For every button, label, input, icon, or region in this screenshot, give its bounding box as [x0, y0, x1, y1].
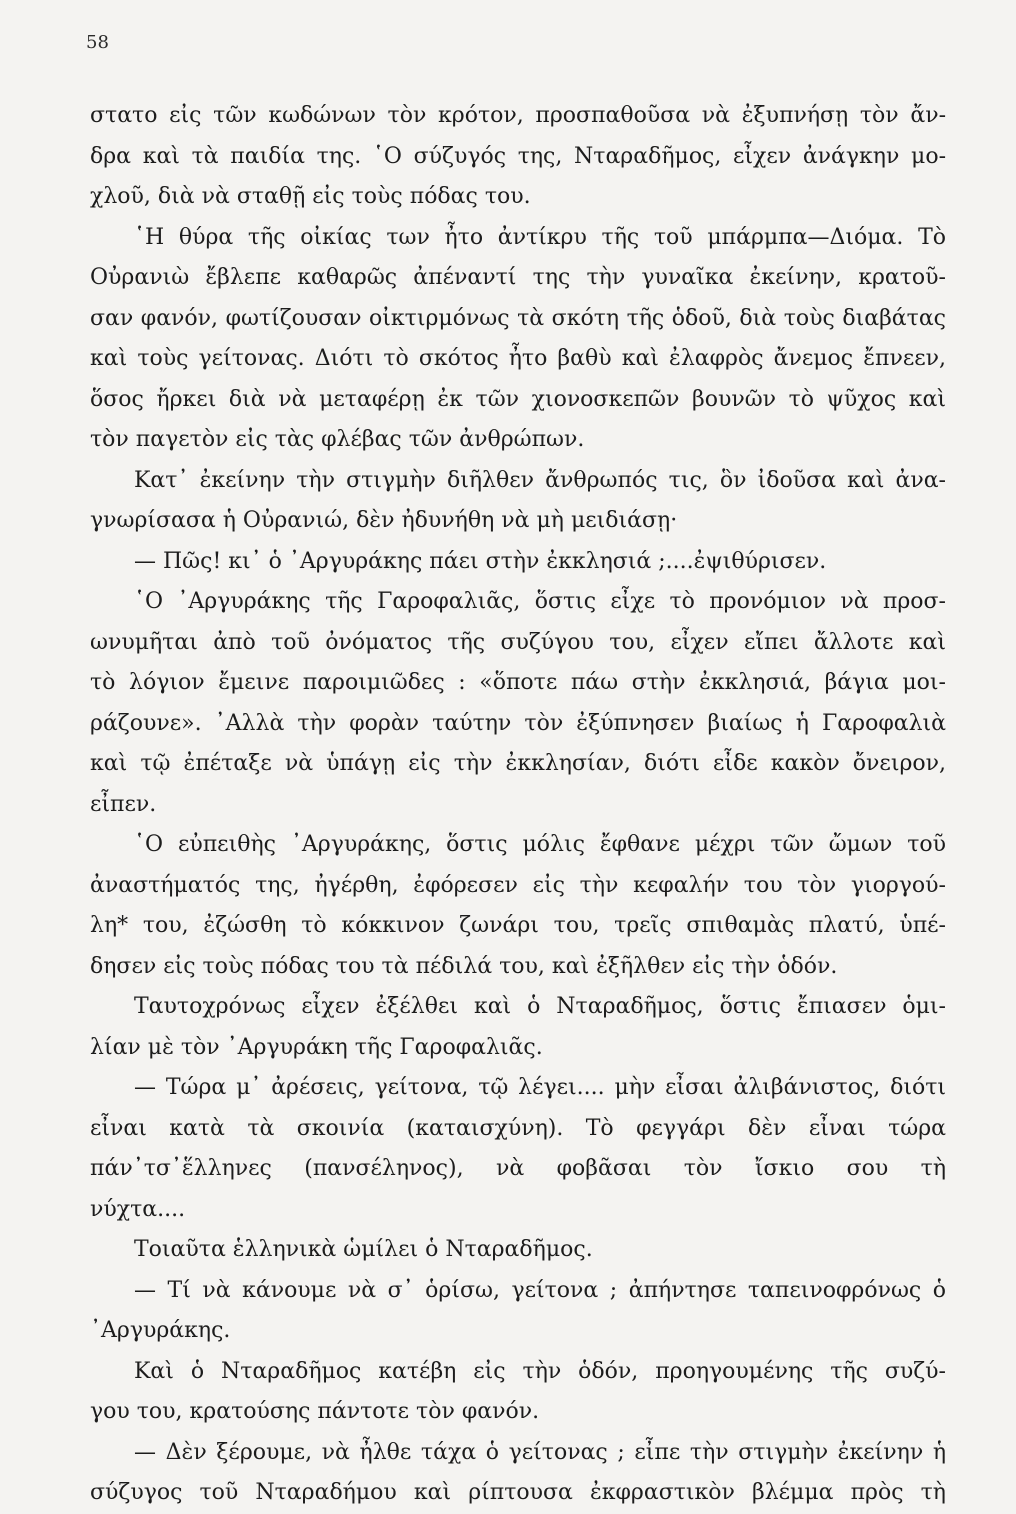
text-line: καὶ τοὺς γείτονας. Διότι τὸ σκότος ἦτο βαθὺ καὶ ἐλαφρὸς ἄνεμος ἔπνεεν,: [90, 346, 946, 371]
text-line: καὶ τῷ ἐπέταξε νὰ ὑπάγῃ εἰς τὴν ἐκκλησίαν, διότι εἶδε κακὸν ὄνειρον,: [90, 751, 946, 776]
text-line: εἶπεν.: [90, 791, 157, 817]
text-line: τὸν παγετὸν εἰς τὰς φλέβας τῶν ἀνθρώπων.: [90, 427, 585, 452]
text-line: ἀναστήματός της, ἠγέρθη, ἐφόρεσεν εἰς τὴν κεφαλήν του τὸν γιοργού-: [90, 872, 946, 898]
text-line: ᾽Αργυράκης.: [90, 1318, 231, 1343]
text-line: εἶναι κατὰ τὰ σκοινία (καταισχύνη). Τὸ φεγγάρι δὲν εἶναι τώρα: [90, 1115, 946, 1141]
text-line: χλοῦ, διὰ νὰ σταθῇ εἰς τοὺς πόδας του.: [90, 184, 531, 209]
text-line: πάν᾽τσ᾽ἕλληνες (πανσέληνος), νὰ φοβᾶσαι τὸν ἴσκιο σου τὴ: [90, 1156, 946, 1181]
text-line: — Τί νὰ κάνουμε νὰ σ᾽ ὁρίσω, γείτονα ; ἀπήντησε ταπεινοφρόνως ὁ: [134, 1277, 946, 1303]
text-line: σύζυγος τοῦ Νταραδήμου καὶ ρίπτουσα ἐκφραστικὸν βλέμμα πρὸς τὴ: [90, 1480, 946, 1505]
text-line: τὸ λόγιον ἔμεινε παροιμιῶδες : «ὅποτε πάω στὴν ἐκκλησιά, βάγια μοι-: [90, 670, 946, 695]
text-line: ωνυμῆται ἀπὸ τοῦ ὀνόματος τῆς συζύγου του, εἶχεν εἴπει ἄλλοτε καὶ: [90, 629, 946, 655]
text-line: ῾Ο εὐπειθὴς ᾽Αργυράκης, ὅστις μόλις ἔφθανε μέχρι τῶν ὤμων τοῦ: [134, 832, 946, 857]
text-line: — Πῶς! κι᾽ ὁ ᾽Αργυράκης πάει στὴν ἐκκλησιά ;....ἐψιθύρισεν.: [134, 548, 827, 574]
text-line: νύχτα....: [90, 1196, 186, 1222]
text-line: ῾Η θύρα τῆς οἰκίας των ἦτο ἀντίκρυ τῆς τοῦ μπάρμπα—Διόμα. Τὸ: [134, 224, 946, 250]
text-line: Τοιαῦτα ἑλληνικὰ ὡμίλει ὁ Νταραδῆμος.: [134, 1237, 593, 1262]
text-line: λη* του, ἐζώσθη τὸ κόκκινον ζωνάρι του, τρεῖς σπιθαμὰς πλατύ, ὑπέ-: [90, 913, 946, 938]
text-line: Οὐρανιὼ ἔβλεπε καθαρῶς ἀπέναντί της τὴν γυναῖκα ἐκείνην, κρατοῦ-: [90, 265, 946, 290]
text-line: στατο εἰς τῶν κωδώνων τὸν κρότον, προσπαθοῦσα νὰ ἐξυπνήσῃ τὸν ἄν-: [90, 103, 946, 128]
text-line: γνωρίσασα ἡ Οὐρανιώ, δὲν ἠδυνήθη νὰ μὴ μειδιάσῃ·: [90, 508, 678, 533]
text-line: — Δὲν ξέρουμε, νὰ ἦλθε τάχα ὁ γείτονας ; εἶπε τὴν στιγμὴν ἐκείνην ἡ: [134, 1439, 946, 1465]
text-line: ὅσος ἤρκει διὰ νὰ μεταφέρῃ ἐκ τῶν χιονοσκεπῶν βουνῶν τὸ ψῦχος καὶ: [90, 386, 946, 412]
text-line: ράζουνε». ᾽Αλλὰ τὴν φορὰν ταύτην τὸν ἐξύπνησεν βιαίως ἡ Γαροφαλιὰ: [90, 710, 946, 736]
text-line: — Τώρα μ᾽ ἀρέσεις, γείτονα, τῷ λέγει.... μὴν εἶσαι ἀλιβάνιστος, διότι: [134, 1075, 946, 1100]
text-line: Καὶ ὁ Νταραδῆμος κατέβη εἰς τὴν ὁδόν, προηγουμένης τῆς συζύ-: [134, 1358, 946, 1384]
text-line: Κατ᾽ ἐκείνην τὴν στιγμὴν διῆλθεν ἄνθρωπός τις, ὃν ἰδοῦσα καὶ ἀνα-: [134, 467, 946, 493]
text-line: δρα καὶ τὰ παιδία της. ῾Ο σύζυγός της, Νταραδῆμος, εἶχεν ἀνάγκην μο-: [90, 143, 946, 169]
text-line: ῾Ο ᾽Αργυράκης τῆς Γαροφαλιᾶς, ὅστις εἶχε τὸ προνόμιον νὰ προσ-: [134, 589, 946, 614]
text-line: δησεν εἰς τοὺς πόδας του τὰ πέδιλά του, καὶ ἐξῆλθεν εἰς τὴν ὁδόν.: [90, 953, 838, 979]
body-text: [90, 96, 946, 1514]
text-line: γου του, κρατούσης πάντοτε τὸν φανόν.: [90, 1399, 540, 1424]
text-line: λίαν μὲ τὸν ᾽Αργυράκη τῆς Γαροφαλιᾶς.: [90, 1034, 543, 1060]
text-line: σαν φανόν, φωτίζουσαν οἰκτιρμόνως τὰ σκότη τῆς ὁδοῦ, διὰ τοὺς διαβάτας: [90, 305, 946, 331]
page-number: 58: [86, 32, 109, 53]
text-line: Ταυτοχρόνως εἶχεν ἐξέλθει καὶ ὁ Νταραδῆμος, ὅστις ἔπιασεν ὁμι-: [134, 994, 946, 1019]
